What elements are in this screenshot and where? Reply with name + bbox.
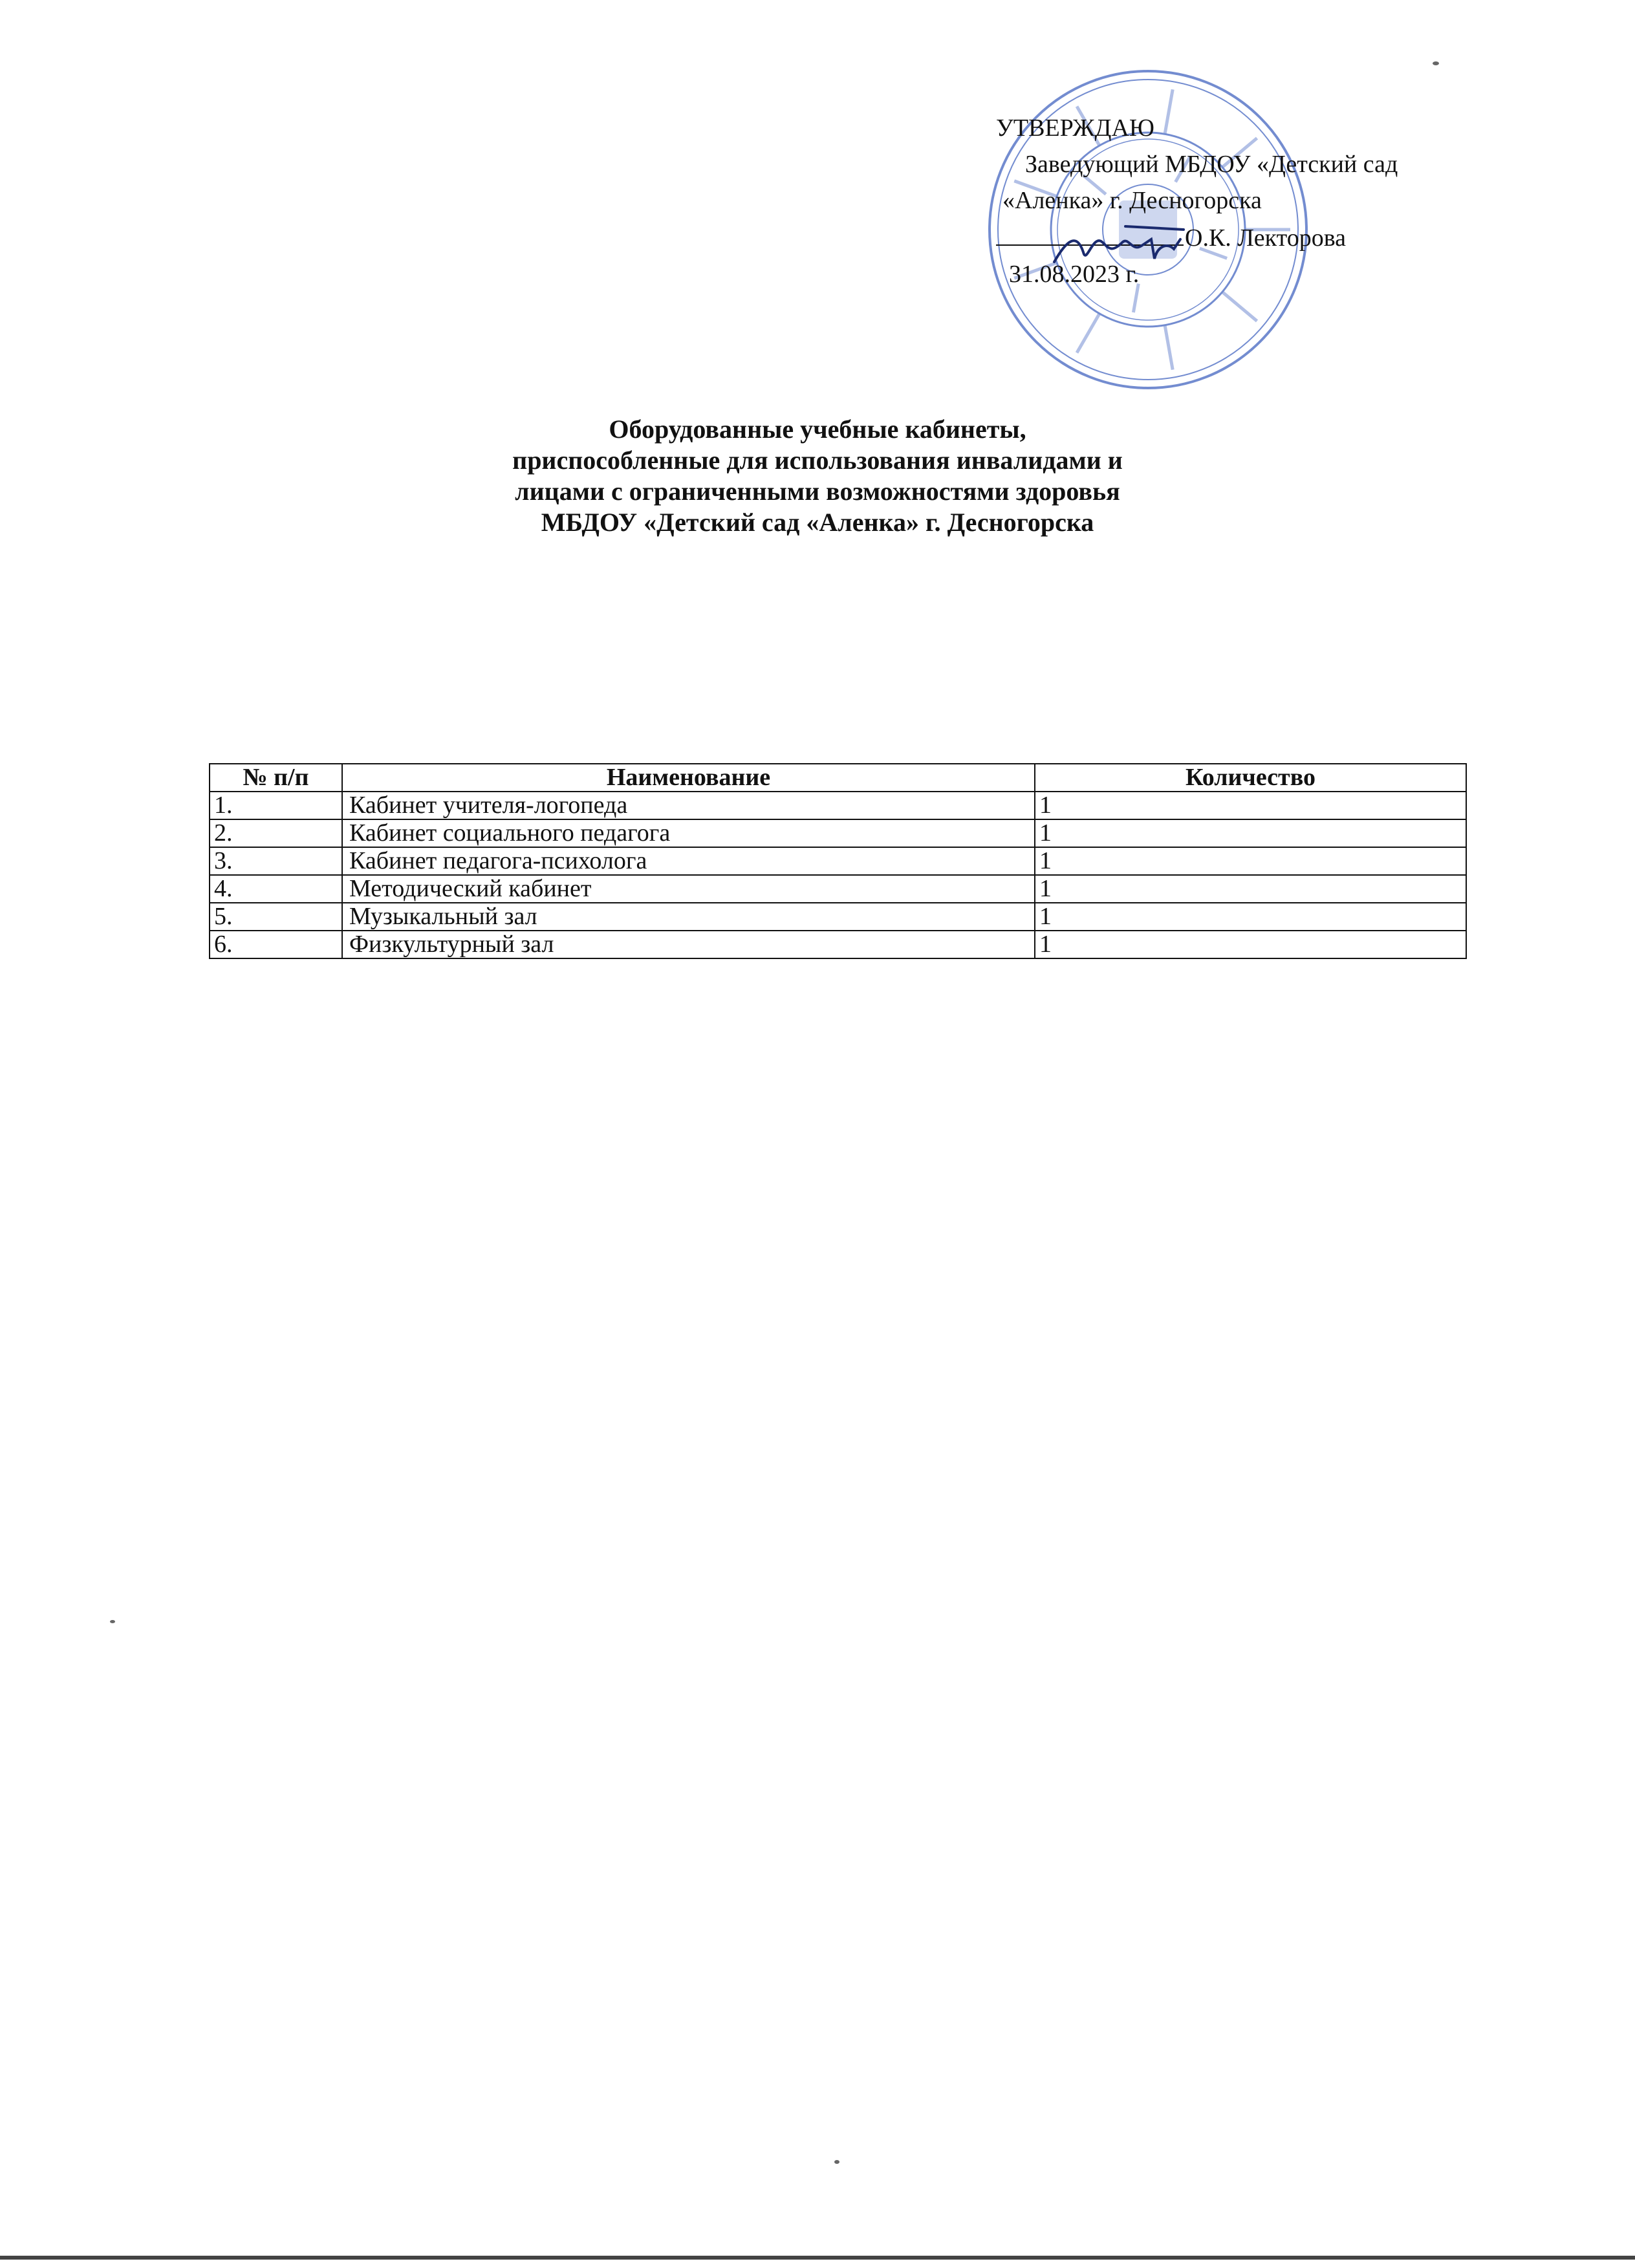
row-name: Музыкальный зал (342, 903, 1035, 931)
title-line-3: лицами с ограниченными возможностями здоровья (515, 477, 1120, 506)
row-quantity: 1 (1035, 931, 1466, 958)
approver-name: О.К. Лекторова (1185, 224, 1347, 252)
header-number: № п/п (210, 764, 342, 792)
rooms-table (209, 763, 1467, 959)
header-quantity: Количество (1035, 764, 1466, 792)
scan-speck (834, 2160, 839, 2164)
row-number: 1. (210, 792, 342, 819)
approver-position: Заведующий МБДОУ «Детский сад (1025, 151, 1398, 178)
table-header-row (210, 764, 1466, 792)
row-number: 2. (210, 819, 342, 847)
row-name: Методический кабинет (342, 875, 1035, 903)
handwritten-signature (1048, 213, 1196, 285)
row-quantity: 1 (1035, 875, 1466, 903)
row-name: Кабинет педагога-психолога (342, 847, 1035, 875)
scan-speck (110, 1620, 115, 1623)
row-quantity: 1 (1035, 819, 1466, 847)
row-name: Кабинет социального педагога (342, 819, 1035, 847)
scan-speck (1433, 61, 1439, 65)
scan-bottom-edge (0, 2256, 1635, 2260)
approver-organization: «Аленка» г. Десногорска (1002, 187, 1262, 214)
table-row (210, 903, 1466, 931)
table-row (210, 847, 1466, 875)
table-row (210, 792, 1466, 819)
title-line-1: Оборудованные учебные кабинеты, (609, 415, 1026, 444)
row-number: 3. (210, 847, 342, 875)
title-line-2: приспособленные для использования инвалидами и (512, 446, 1123, 475)
table-row (210, 931, 1466, 958)
row-name: Физкультурный зал (342, 931, 1035, 958)
row-number: 5. (210, 903, 342, 931)
row-quantity: 1 (1035, 903, 1466, 931)
title-line-4: МБДОУ «Детский сад «Аленка» г. Десногорска (541, 508, 1094, 537)
document-title (0, 414, 1635, 538)
row-name: Кабинет учителя-логопеда (342, 792, 1035, 819)
approval-date: 31.08.2023 г. (1009, 261, 1140, 288)
table-row (210, 819, 1466, 847)
header-name: Наименование (342, 764, 1035, 792)
row-number: 6. (210, 931, 342, 958)
row-number: 4. (210, 875, 342, 903)
table-row (210, 875, 1466, 903)
row-quantity: 1 (1035, 792, 1466, 819)
row-quantity: 1 (1035, 847, 1466, 875)
rooms-table-container (209, 763, 1466, 959)
approval-heading: УТВЕРЖДАЮ (996, 114, 1154, 142)
